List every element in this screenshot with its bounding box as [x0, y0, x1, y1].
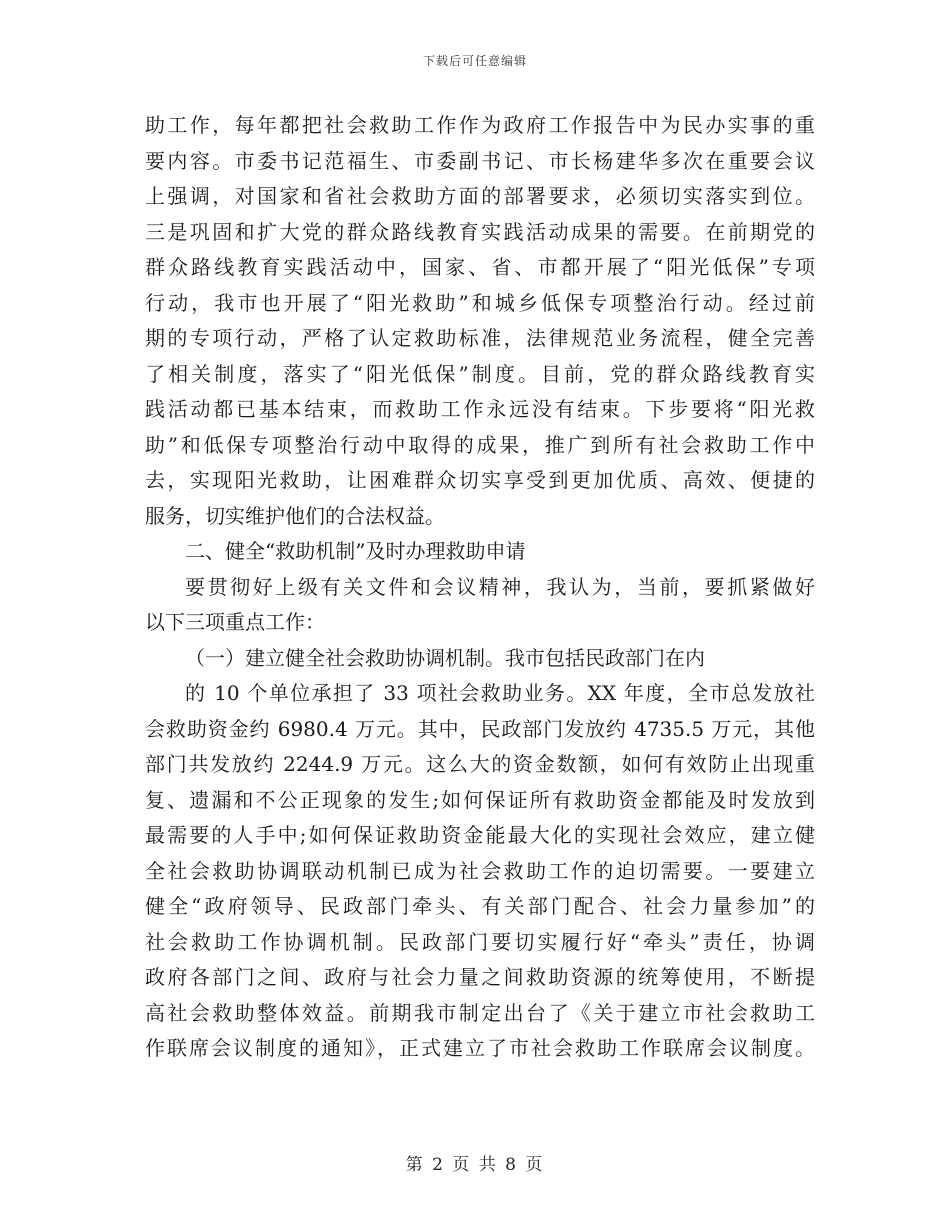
text-line	[145, 854, 815, 890]
text-line	[145, 712, 815, 748]
text-line	[145, 499, 815, 535]
text-line-content: 以下三项重点工作：	[145, 610, 325, 634]
text-line-content: 助”和低保专项整治行动中取得的成果，推广到所有社会救助工作中	[145, 432, 815, 457]
text-line	[145, 144, 815, 180]
text-line	[145, 996, 815, 1032]
text-line	[145, 783, 815, 819]
text-line-content: 群众路线教育实践活动中，国家、省、市都开展了“阳光低保”专项	[145, 255, 815, 279]
text-line-content: 健全“政府领导、民政部门牵头、有关部门配合、社会力量参加”的	[145, 894, 815, 918]
text-line-content: 要内容。市委书记范福生、市委副书记、市长杨建华多次在重要会议	[145, 148, 815, 173]
text-line	[145, 534, 815, 570]
text-line-content: 二、健全“救助机制”及时办理救助申请	[185, 539, 526, 563]
text-line-content: 行动，我市也开展了“阳光救助”和城乡低保专项整治行动。经过前	[145, 290, 815, 315]
text-line	[145, 641, 815, 677]
text-line-content: 去，实现阳光救助，让困难群众切实享受到更加优质、高效、便捷的	[145, 468, 815, 492]
text-line	[145, 463, 815, 499]
text-line-content: 期的专项行动，严格了认定救助标准，法律规范业务流程，健全完善	[145, 326, 815, 350]
text-line-content: 服务，切实维护他们的合法权益。	[145, 503, 445, 528]
text-line-content: 复、遗漏和不公正现象的发生;如何保证所有救助资金都能及时发放到	[145, 787, 815, 812]
text-line-content: 政府各部门之间、政府与社会力量之间救助资源的统筹使用，不断提	[145, 965, 815, 989]
text-line	[145, 357, 815, 393]
text-line	[145, 179, 815, 215]
document-body	[145, 108, 815, 1067]
text-line	[145, 392, 815, 428]
text-line	[145, 215, 815, 251]
text-line	[145, 286, 815, 322]
text-line-content: 高社会救助整体效益。前期我市制定出台了《关于建立市社会救助工	[145, 1000, 815, 1025]
text-line-content: 作联席会议制度的通知》，正式建立了市社会救助工作联席会议制度。	[145, 1036, 815, 1060]
page-header: 下载后可任意编辑	[422, 54, 527, 68]
text-line-content: 的 10 个单位承担了 33 项社会救助业务。XX 年度，全市总发放社	[185, 681, 815, 705]
text-line	[145, 108, 815, 144]
text-line-content: 全社会救助协调联动机制已成为社会救助工作的迫切需要。一要建立	[145, 858, 815, 883]
text-line-content: 最需要的人手中;如何保证救助资金能最大化的实现社会效应，建立健	[145, 823, 815, 847]
text-line	[145, 889, 815, 925]
text-line-content: 部门共发放约 2244.9 万元。这么大的资金数额，如何有效防止出现重	[145, 752, 815, 776]
text-line	[145, 605, 815, 641]
page-footer: 第 2 页 共 8 页	[405, 1155, 545, 1175]
text-line	[145, 1031, 815, 1067]
text-line-content: 了相关制度，落实了“阳光低保”制度。目前，党的群众路线教育实	[145, 361, 815, 386]
text-line	[145, 428, 815, 464]
text-line	[145, 960, 815, 996]
text-line-content: （一）建立健全社会救助协调机制。我市包括民政部门在内	[185, 645, 705, 670]
text-line	[145, 676, 815, 712]
text-line-content: 三是巩固和扩大党的群众路线教育实践活动成果的需要。在前期党的	[145, 219, 815, 244]
text-line-content: 社会救助工作协调机制。民政部门要切实履行好“牵头”责任，协调	[145, 929, 815, 954]
text-line	[145, 250, 815, 286]
text-line-content: 践活动都已基本结束，而救助工作永远没有结束。下步要将“阳光救	[145, 397, 815, 421]
text-line	[145, 321, 815, 357]
text-line-content: 会救助资金约 6980.4 万元。其中，民政部门发放约 4735.5 万元，其他	[145, 716, 815, 741]
text-line	[145, 747, 815, 783]
text-line	[145, 818, 815, 854]
text-line-content: 助工作，每年都把社会救助工作作为政府工作报告中为民办实事的重	[145, 113, 815, 137]
text-line	[145, 925, 815, 961]
text-line	[145, 570, 815, 606]
text-line-content: 要贯彻好上级有关文件和会议精神，我认为，当前，要抓紧做好	[185, 574, 815, 599]
text-line-content: 上强调，对国家和省社会救助方面的部署要求，必须切实落实到位。	[145, 184, 815, 208]
